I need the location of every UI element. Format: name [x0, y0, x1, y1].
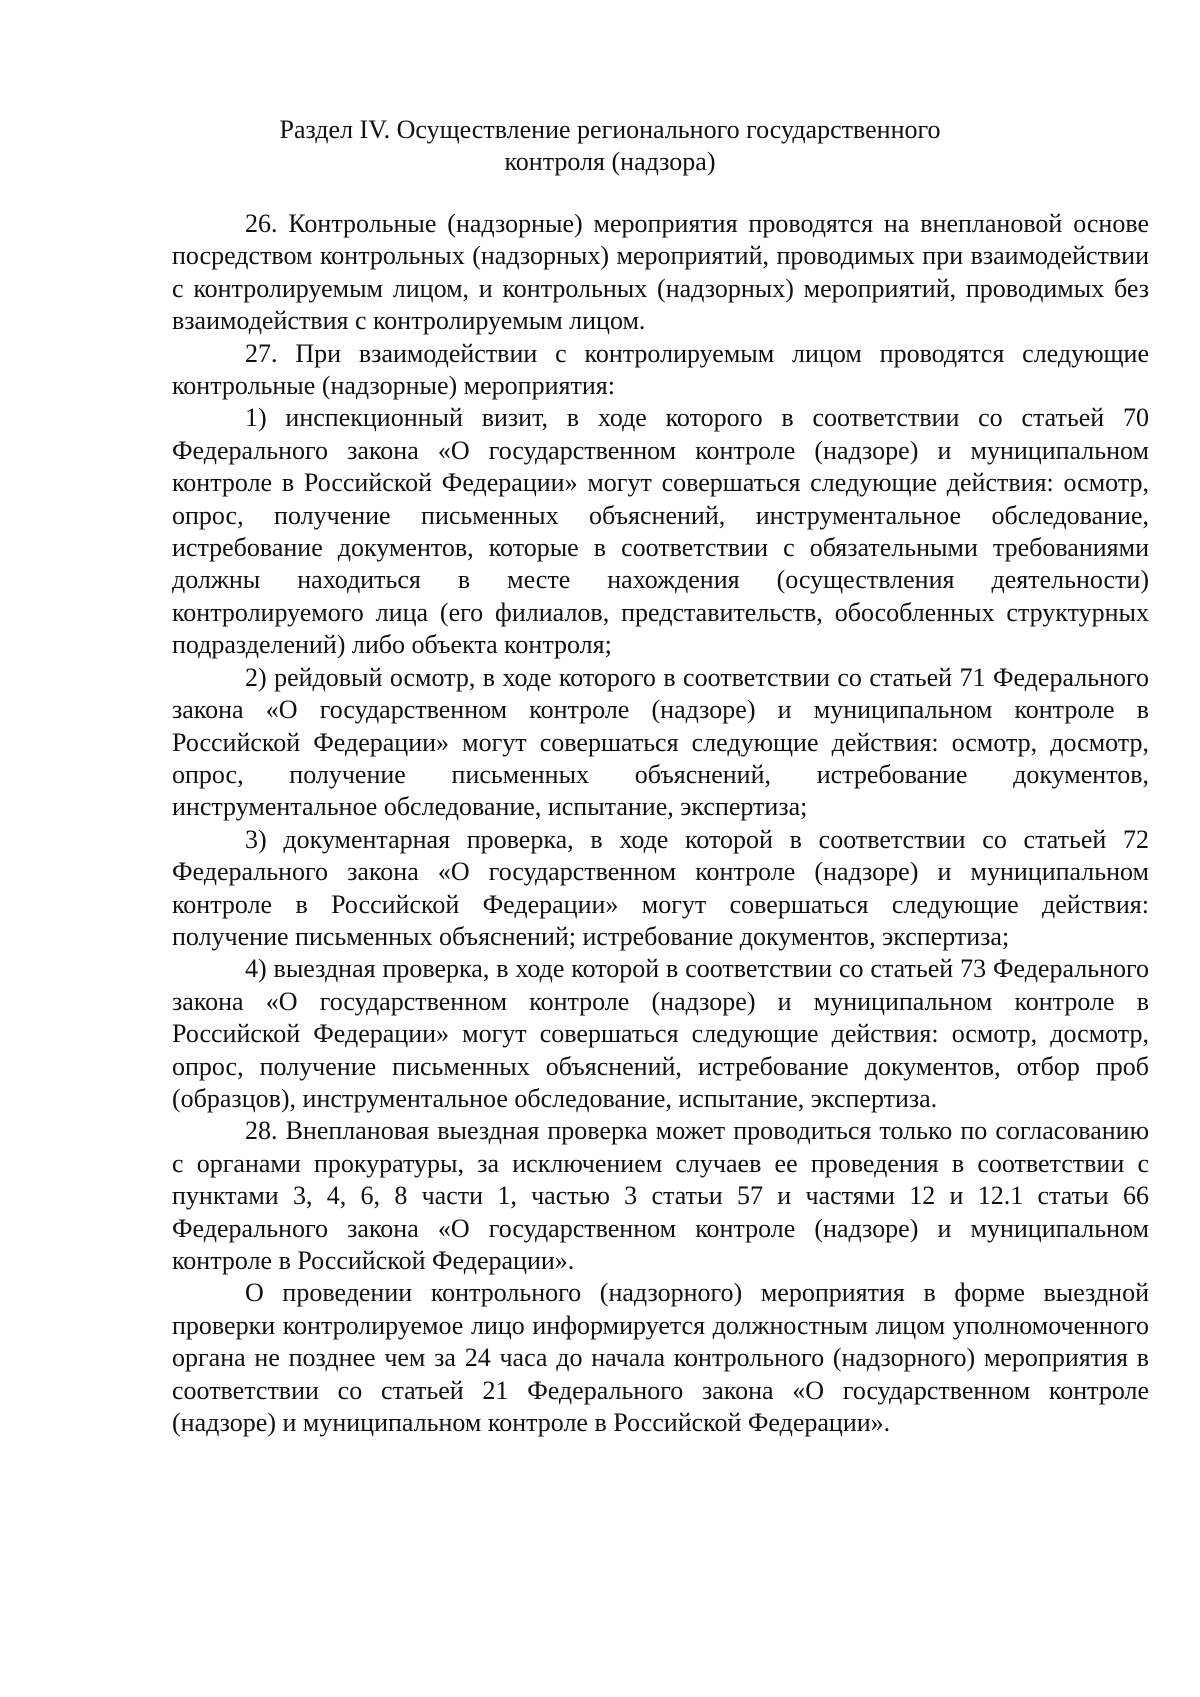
section-heading-line-2: контроля (надзора)	[504, 147, 716, 177]
paragraph-27-item-4: 4) выездная проверка, в ходе которой в соответствии со статьей 73 Федерального закона «О государственном контроле (надзоре) и муниципальном контроле в Российской Федерации» могут совершаться следующие действия: осмотр, досмотр, опрос, получение письменных объяснений, истребование документов, отбор проб (образцов), инструментальное обследование, испытание, экспертиза.	[172, 954, 1149, 1113]
section-heading-line-1: Раздел IV. Осуществление регионального государственного	[279, 115, 941, 144]
section-heading	[170, 114, 1050, 179]
paragraph-26: 26. Контрольные (надзорные) мероприятия проводятся на внеплановой основе посредством контрольных (надзорных) мероприятий, проводимых при взаимодействии с контролируемым лицом, и контрольных (надзорных) мероприятий, проводимых без взаимодействия с контролируемым лицом.	[172, 209, 1149, 336]
paragraph-27-item-3: 3) документарная проверка, в ходе которой в соответствии со статьей 72 Федерального закона «О государственном контроле (надзоре) и муниципальном контроле в Российской Федерации» могут совершаться следующие действия: получение письменных объяснений; истребование документов, экспертиза;	[172, 824, 1149, 951]
paragraph-27-item-1: 1) инспекционный визит, в ходе которого в соответствии со статьей 70 Федерального закона «О государственном контроле (надзоре) и муниципальном контроле в Российской Федерации» могут совершаться следующие действия: осмотр, опрос, получение письменных объяснений, инструментальное обследование, истребование документов, которые в соответствии с обязательными требованиями должны находиться в месте нахождения (осуществления деятельности) контролируемого лица (его филиалов, представительств, обособленных структурных подразделений) либо объекта контроля;	[172, 403, 1149, 660]
paragraph-27: 27. При взаимодействии с контролируемым лицом проводятся следующие контрольные (надзорные) мероприятия:	[172, 338, 1149, 401]
paragraph-28-notice: О проведении контрольного (надзорного) мероприятия в форме выездной проверки контролируемое лицо информируется должностным лицом уполномоченного органа не позднее чем за 24 часа до начала контрольного (надзорного) мероприятия в соответствии со статьей 21 Федерального закона «О государственном контроле (надзоре) и муниципальном контроле в Российской Федерации».	[172, 1278, 1149, 1438]
document-body	[172, 208, 1149, 1439]
paragraph-27-item-2: 2) рейдовый осмотр, в ходе которого в соответствии со статьей 71 Федерального закона «О государственном контроле (надзоре) и муниципальном контроле в Российской Федерации» могут совершаться следующие действия: осмотр, досмотр, опрос, получение письменных объяснений, истребование документов, инструментальное обследование, испытание, экспертиза;	[172, 662, 1149, 822]
paragraph-28: 28. Внеплановая выездная проверка может проводиться только по согласованию с органами прокуратуры, за исключением случаев ее проведения в соответствии с пунктами 3, 4, 6, 8 части 1, частью 3 статьи 57 и частями 12 и 12.1 статьи 66 Федерального закона «О государственном контроле (надзоре) и муниципальном контроле в Российской Федерации».	[172, 1116, 1149, 1275]
